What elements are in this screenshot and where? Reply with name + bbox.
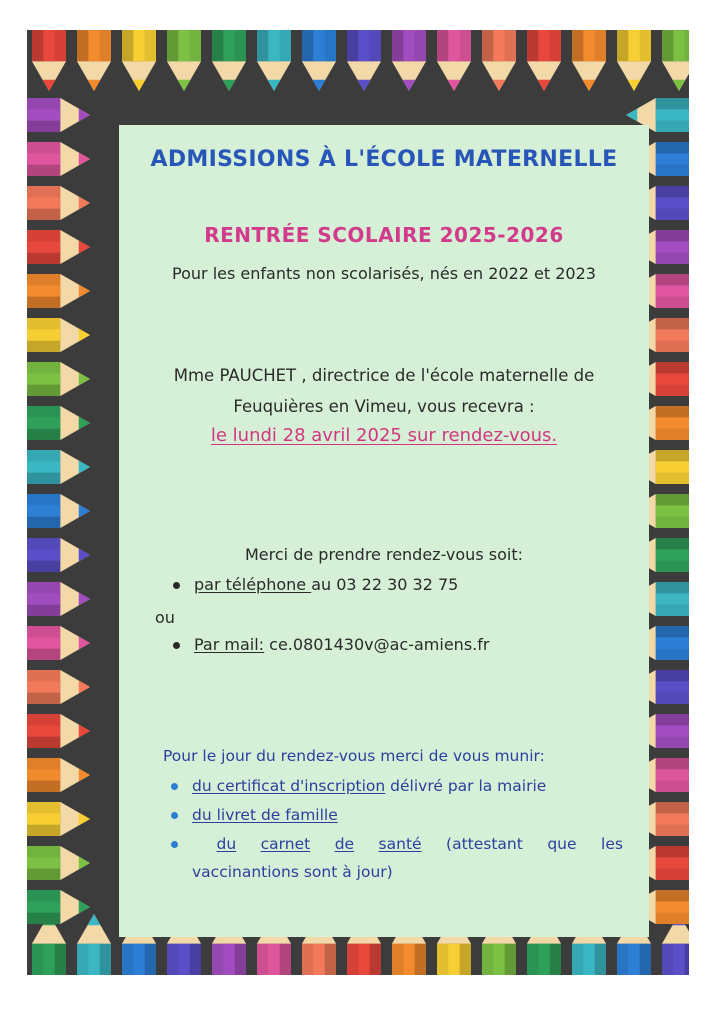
- eligibility-text: Pour les enfants non scolarisés, nés en 2022 et 2023: [172, 264, 596, 283]
- pencil-icon: [27, 538, 90, 572]
- document-word: que: [547, 835, 577, 853]
- pencil-icon: [27, 802, 90, 836]
- pencil-icon: [77, 30, 111, 91]
- pencil-icon: [77, 914, 111, 975]
- pencil-icon: [27, 142, 90, 176]
- bullet-icon: [171, 841, 178, 848]
- pencil-icon: [482, 30, 516, 91]
- pencil-icon: [257, 30, 291, 91]
- pencil-icon: [212, 30, 246, 91]
- pencil-icon: [32, 30, 66, 91]
- pencil-icon: [27, 758, 90, 792]
- pencil-icon: [662, 30, 689, 91]
- document-word: les: [601, 835, 623, 853]
- pencil-icon: [27, 626, 90, 660]
- document-detail: délivré par la mairie: [385, 777, 547, 795]
- content-panel: [119, 125, 649, 937]
- document-word: carnet: [260, 835, 311, 853]
- director-text: Mme PAUCHET , directrice de l'école maternelle de Feuquières en Vimeu, vous recevra :: [173, 366, 595, 416]
- pencil-icon: [27, 362, 90, 396]
- pencil-icon: [617, 30, 651, 91]
- contact-phone-item: [173, 575, 458, 594]
- pencil-icon: [572, 30, 606, 91]
- document-item-health-book-continued: vaccinantions sont à jour): [192, 863, 393, 881]
- document-word: santé: [378, 835, 422, 853]
- phone-label: par téléphone: [194, 575, 312, 594]
- pencil-icon: [392, 30, 426, 91]
- pencil-icon: [27, 494, 90, 528]
- pencil-icon: [27, 670, 90, 704]
- pencil-icon: [27, 890, 90, 924]
- poster: [27, 30, 689, 975]
- pencil-icon: [27, 274, 90, 308]
- document-word: (attestant: [446, 835, 523, 853]
- pencil-icon: [527, 30, 561, 91]
- pencil-icon: [347, 30, 381, 91]
- document-word: du: [216, 835, 237, 853]
- pencil-icon: [27, 714, 90, 748]
- contact-or: ou: [155, 608, 175, 627]
- pencil-icon: [122, 30, 156, 91]
- pencil-icon: [27, 98, 90, 132]
- document-item-certificate: [171, 777, 546, 795]
- pencil-icon: [27, 230, 90, 264]
- pencil-icon: [27, 450, 90, 484]
- document-label: du certificat d'inscription: [192, 777, 386, 795]
- bullet-icon: [171, 812, 178, 819]
- phone-number[interactable]: au 03 22 30 32 75: [311, 575, 459, 594]
- page-title: ADMISSIONS À L'ÉCOLE MATERNELLE: [150, 147, 618, 172]
- contact-mail-item: [173, 635, 489, 654]
- document-item-health-book: [171, 835, 623, 853]
- documents-intro: Pour le jour du rendez-vous merci de vous munir:: [163, 747, 545, 765]
- pencil-icon: [167, 30, 201, 91]
- document-label: du livret de famille: [192, 806, 338, 824]
- pencil-icon: [27, 318, 90, 352]
- pencil-icon: [27, 406, 90, 440]
- mail-label: Par mail:: [194, 635, 265, 654]
- bullet-icon: [171, 783, 178, 790]
- pencil-icon: [302, 30, 336, 91]
- pencil-icon: [437, 30, 471, 91]
- bullet-icon: [173, 582, 180, 589]
- appointment-date: le lundi 28 avril 2025 sur rendez-vous.: [210, 425, 558, 446]
- document-word: de: [334, 835, 355, 853]
- mail-address[interactable]: ce.0801430v@ac-amiens.fr: [264, 635, 490, 654]
- pencil-icon: [27, 582, 90, 616]
- document-item-family-book: [171, 806, 338, 824]
- pencil-icon: [27, 186, 90, 220]
- school-year-heading: RENTRÉE SCOLAIRE 2025-2026: [204, 223, 564, 247]
- contact-intro: Merci de prendre rendez-vous soit:: [245, 545, 523, 564]
- pencil-icon: [27, 846, 90, 880]
- bullet-icon: [173, 642, 180, 649]
